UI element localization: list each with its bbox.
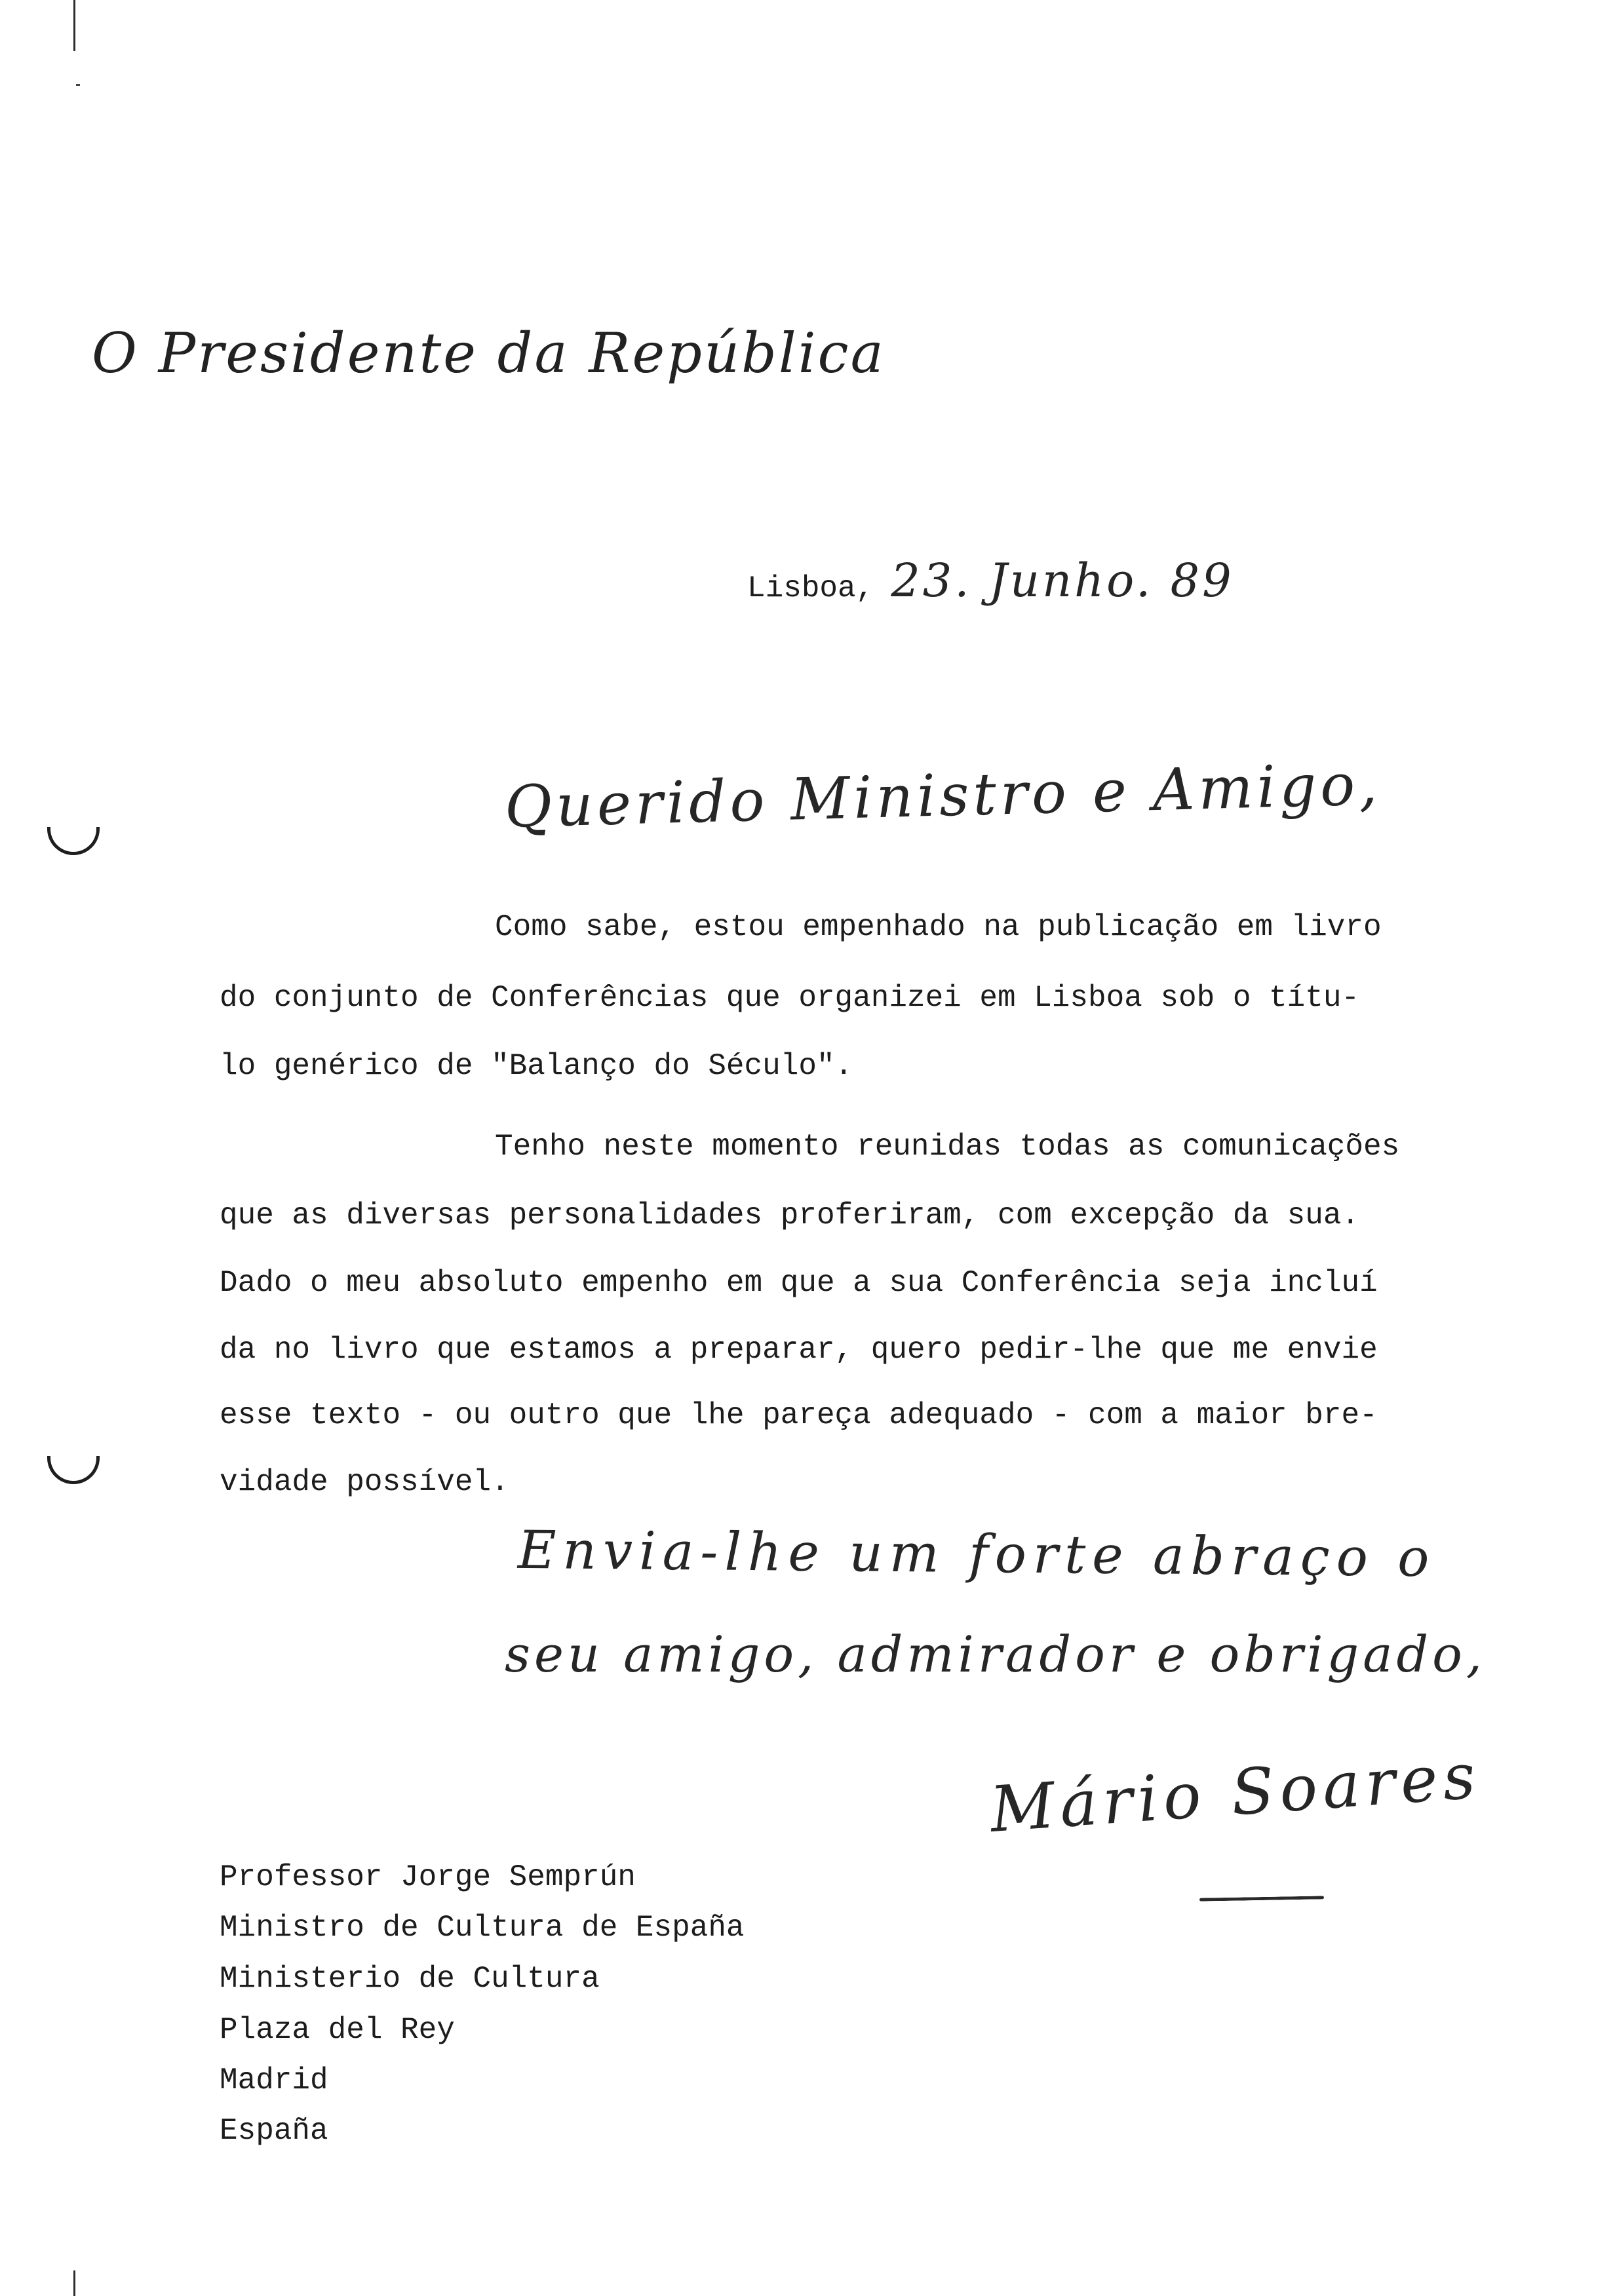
paragraph-2-line-1: Tenho neste momento reunidas todas as comunicações bbox=[495, 1130, 1400, 1164]
scan-speck bbox=[76, 84, 80, 86]
closing-line-1: Envia-lhe um forte abraço o bbox=[517, 1519, 1436, 1589]
date-line bbox=[747, 554, 1234, 608]
date-handwritten: 23. Junho. 89 bbox=[891, 554, 1234, 607]
paragraph-2-line-5: esse texto - ou outro que lhe pareça adequado - com a maior bre- bbox=[220, 1398, 1378, 1432]
signature-underline bbox=[1199, 1896, 1324, 1901]
left-edge-line bbox=[73, 0, 75, 51]
punch-hole-mark-lower bbox=[47, 1456, 100, 1484]
paragraph-2-line-3: Dado o meu absoluto empenho em que a sua Conferência seja incluí bbox=[220, 1266, 1378, 1300]
paragraph-2-line-2: que as diversas personalidades proferiram, com excepção da sua. bbox=[220, 1198, 1360, 1233]
closing-line-2: seu amigo, admirador e obrigado, bbox=[505, 1625, 1487, 1683]
addressee-line-5: Madrid bbox=[220, 2063, 328, 2097]
punch-hole-mark-upper bbox=[47, 827, 100, 855]
addressee-line-6: España bbox=[220, 2114, 328, 2148]
addressee-line-4: Plaza del Rey bbox=[220, 2013, 455, 2047]
paragraph-1-line-2: do conjunto de Conferências que organizei em Lisboa sob o títu- bbox=[220, 981, 1360, 1015]
addressee-line-2: Ministro de Cultura de España bbox=[220, 1911, 745, 1945]
left-edge-line-bottom bbox=[73, 2270, 75, 2296]
date-place: Lisboa, bbox=[747, 571, 874, 605]
letterhead: O Presidente da República bbox=[92, 321, 885, 385]
addressee-line-3: Ministerio de Cultura bbox=[220, 1962, 600, 1996]
paragraph-1-line-1: Como sabe, estou empenhado na publicação em livro bbox=[495, 910, 1382, 944]
salutation: Querido Ministro e Amigo, bbox=[503, 750, 1382, 841]
paragraph-1-line-3: lo genérico de "Balanço do Século". bbox=[220, 1049, 853, 1083]
paragraph-2-line-6: vidade possível. bbox=[220, 1465, 509, 1499]
signature: Mário Soares bbox=[988, 1739, 1483, 1846]
addressee-line-1: Professor Jorge Semprún bbox=[220, 1860, 636, 1894]
paragraph-2-line-4: da no livro que estamos a preparar, quero pedir-lhe que me envie bbox=[220, 1333, 1378, 1367]
